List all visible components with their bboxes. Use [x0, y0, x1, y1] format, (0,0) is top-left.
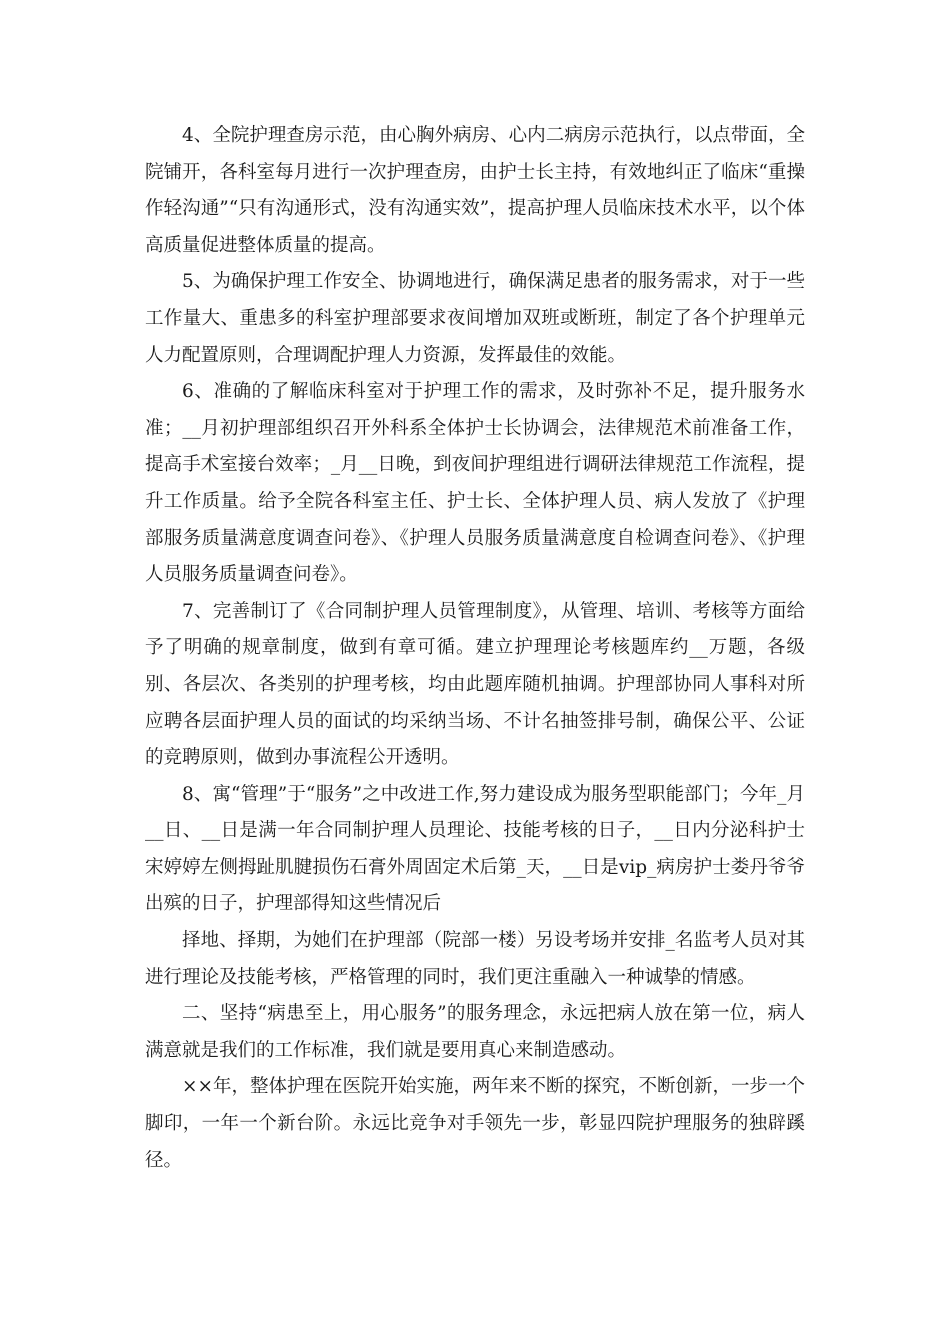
- paragraph-item-7: 7、完善制订了《合同制护理人员管理制度》，从管理、培训、考核等方面给予了明确的规章制度，做到有章可循。建立护理理论考核题库约__万题，各级别、各层次、各类别的护理考核，均由此题库随机抽调。护理部协同人事科对所应聘各层面护理人员的面试的均采纳当场、不计名抽签排号制，确保公平、公证的竞聘原则，做到办事流程公开透明。: [145, 600, 805, 769]
- paragraph-continuation: 择地、择期，为她们在护理部（院部一楼）另设考场并安排_名监考人员对其进行理论及技能考核，严格管理的同时，我们更注重融入一种诚挚的情感。: [145, 930, 805, 988]
- paragraph-closing: ××年，整体护理在医院开始实施，两年来不断的探究，不断创新，一步一个脚印，一年一个新台阶。永远比竞争对手领先一步，彰显四院护理服务的独辟蹊径。: [145, 1076, 806, 1171]
- paragraph-item-4: 4、全院护理查房示范，由心胸外病房、心内二病房示范执行，以点带面，全院铺开，各科室每月进行一次护理查房，由护士长主持，有效地纠正了临床“重操作轻沟通”“只有沟通形式，没有沟通实效”，提高护理人员临床技术水平，以个体高质量促进整体质量的提高。: [145, 125, 805, 256]
- paragraph-item-5: 5、为确保护理工作安全、协调地进行，确保满足患者的服务需求，对于一些工作量大、重患多的科室护理部要求夜间增加双班或断班，制定了各个护理单元人力配置原则，合理调配护理人力资源，发挥最佳的效能。: [145, 271, 805, 366]
- paragraph-item-8: 8、寓“管理”于“服务”之中改进工作,努力建设成为服务型职能部门；今年_月__日、__日是满一年合同制护理人员理论、技能考核的日子，__日内分泌科护士宋婷婷左侧拇趾肌腱损伤石膏外周固定术后第_天，__日是vip_病房护士娄丹爷爷出殡的日子，护理部得知这些情况后: [145, 783, 805, 915]
- paragraph-item-6: 6、准确的了解临床科室对于护理工作的需求，及时弥补不足，提升服务水准；__月初护理部组织召开外科系全体护士长协调会，法律规范术前准备工作，提高手术室接台效率；_月__日晚，到夜间护理组进行调研法律规范工作流程，提升工作质量。给予全院各科室主任、护士长、全体护理人员、病人发放了《护理部服务质量满意度调查问卷》、《护理人员服务质量满意度自检调查问卷》、《护理人员服务质量调查问卷》。: [145, 381, 805, 586]
- document-body: [145, 118, 805, 1179]
- section-heading-two: 二、坚持“病患至上，用心服务”的服务理念，永远把病人放在第一位，病人满意就是我们的工作标准，我们就是要用真心来制造感动。: [145, 1003, 805, 1061]
